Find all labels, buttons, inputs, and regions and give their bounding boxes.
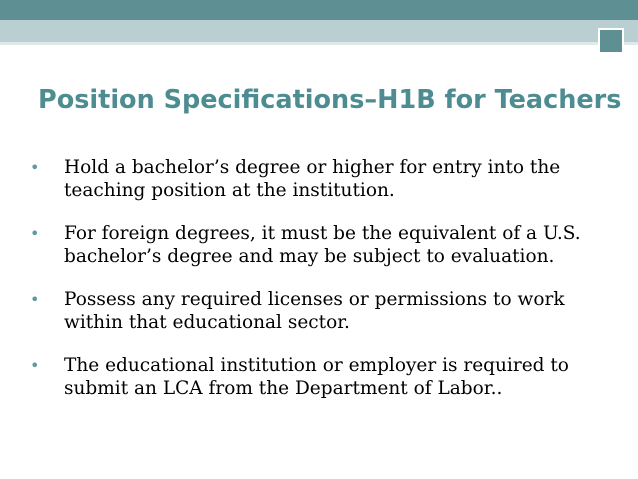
top-decorative-band-edge (0, 42, 638, 45)
bullet-item (30, 288, 610, 334)
slide-title: Position Specifications–H1B for Teachers (38, 85, 622, 115)
bullet-dot-icon: • (30, 290, 40, 309)
bullet-dot-icon: • (30, 224, 40, 243)
bullet-item (30, 354, 610, 400)
bullet-dot-icon: • (30, 356, 40, 375)
bullet-text: Hold a bachelor’s degree or higher for entry into the teaching position at the institution. (64, 157, 561, 201)
bullet-list (30, 156, 610, 420)
bullet-text: For foreign degrees, it must be the equivalent of a U.S. bachelor’s degree and may be subject to evaluation. (64, 223, 581, 267)
bullet-text: Possess any required licenses or permissions to work within that educational sector. (64, 289, 565, 333)
bullet-item (30, 222, 610, 268)
bullet-item (30, 156, 610, 202)
corner-square-decoration (598, 28, 624, 54)
top-decorative-band (0, 0, 638, 20)
bullet-dot-icon: • (30, 158, 40, 177)
top-decorative-band-light (0, 20, 638, 42)
bullet-text: The educational institution or employer is required to submit an LCA from the Department of Labor.. (64, 355, 569, 399)
